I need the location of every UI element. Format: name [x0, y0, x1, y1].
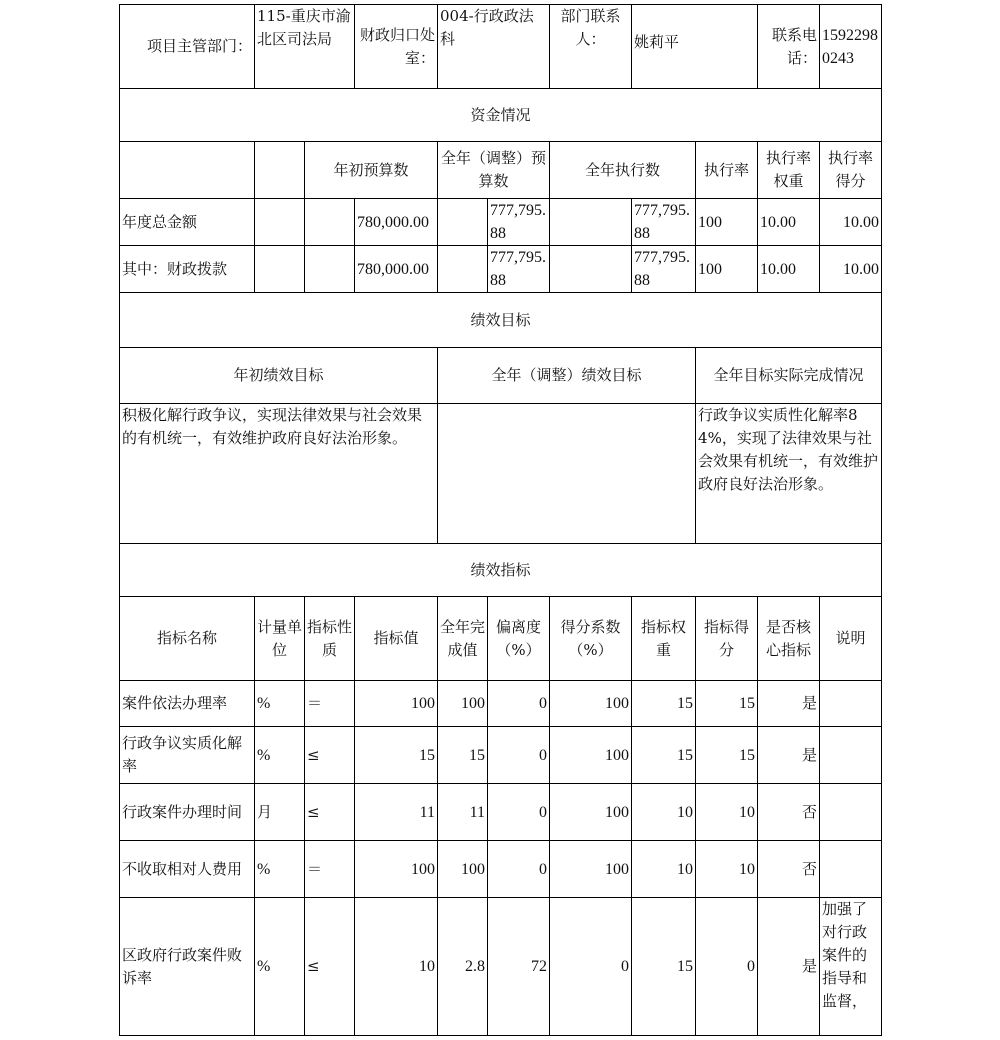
ind-note [820, 681, 882, 727]
ind-nature: ＝ [305, 681, 355, 727]
ind-unit: % [255, 898, 305, 1036]
ind-core: 否 [758, 841, 820, 898]
funds-executed: 777,795.88 [632, 246, 696, 293]
ind-name: 行政案件办理时间 [120, 784, 255, 841]
finance-value: 004-行政政法科 [438, 5, 550, 89]
funds-header-blank [120, 142, 255, 199]
empty-cell [305, 246, 355, 293]
goals-section-title: 绩效目标 [120, 293, 882, 348]
ind-weight: 15 [632, 898, 696, 1036]
ind-weight: 10 [632, 841, 696, 898]
funds-row [120, 246, 882, 293]
ind-note [820, 841, 882, 898]
ind-score: 10 [696, 841, 758, 898]
ind-actual: 11 [438, 784, 488, 841]
empty-cell [438, 246, 488, 293]
empty-cell [305, 199, 355, 246]
ind-name: 区政府行政案件败诉率 [120, 898, 255, 1036]
ind-deviation: 0 [488, 727, 550, 784]
ind-nature: ≤ [305, 898, 355, 1036]
ind-col-unit: 计量单位 [255, 597, 305, 681]
goals-initial-text: 积极化解行政争议，实现法律效果与社会效果的有机统一，有效维护政府良好法治形象。 [120, 404, 438, 544]
goals-col-adjusted: 全年（调整）绩效目标 [438, 348, 696, 404]
ind-score: 15 [696, 727, 758, 784]
funds-section-title: 资金情况 [120, 89, 882, 142]
ind-actual: 100 [438, 841, 488, 898]
indicator-row [120, 841, 882, 898]
ind-nature: ≤ [305, 784, 355, 841]
ind-col-core: 是否核心指标 [758, 597, 820, 681]
ind-deviation: 0 [488, 681, 550, 727]
empty-cell [550, 199, 632, 246]
funds-row [120, 199, 882, 246]
funds-adjusted: 777,795.88 [488, 199, 550, 246]
ind-nature: ＝ [305, 841, 355, 898]
goals-header-row [120, 348, 882, 404]
ind-weight: 10 [632, 784, 696, 841]
ind-col-weight: 指标权重 [632, 597, 696, 681]
funds-weight: 10.00 [758, 199, 820, 246]
goals-col-actual: 全年目标实际完成情况 [696, 348, 882, 404]
funds-col-initial: 年初预算数 [305, 142, 438, 199]
goals-content-row [120, 404, 882, 544]
ind-target: 10 [355, 898, 438, 1036]
ind-deviation: 72 [488, 898, 550, 1036]
funds-rate: 100 [696, 199, 758, 246]
funds-col-score: 执行率得分 [820, 142, 882, 199]
ind-col-deviation: 偏离度（%） [488, 597, 550, 681]
ind-note [820, 784, 882, 841]
ind-unit: 月 [255, 784, 305, 841]
funds-col-rate: 执行率 [696, 142, 758, 199]
funds-score: 10.00 [820, 246, 882, 293]
ind-note: 加强了对行政案件的指导和监督， [820, 898, 882, 1036]
phone-label: 联系电话： [758, 5, 820, 89]
ind-unit: % [255, 841, 305, 898]
ind-coef: 100 [550, 681, 632, 727]
empty-cell [438, 199, 488, 246]
ind-target: 100 [355, 681, 438, 727]
ind-actual: 15 [438, 727, 488, 784]
ind-col-name: 指标名称 [120, 597, 255, 681]
funds-header-row [120, 142, 882, 199]
ind-col-score: 指标得分 [696, 597, 758, 681]
ind-unit: % [255, 727, 305, 784]
goals-actual-text: 行政争议实质性化解率84%，实现了法律效果与社会效果有机统一，有效维护政府良好法治形象。 [696, 404, 882, 544]
finance-label: 财政归口处室： [355, 5, 438, 89]
empty-cell [255, 199, 305, 246]
ind-name: 案件依法办理率 [120, 681, 255, 727]
ind-core: 否 [758, 784, 820, 841]
ind-col-actual: 全年完成值 [438, 597, 488, 681]
ind-weight: 15 [632, 681, 696, 727]
header-row [120, 5, 882, 89]
funds-initial: 780,000.00 [355, 199, 438, 246]
dept-label: 项目主管部门： [120, 5, 255, 89]
funds-weight: 10.00 [758, 246, 820, 293]
ind-core: 是 [758, 727, 820, 784]
contact-value: 姚莉平 [632, 5, 758, 89]
ind-col-nature: 指标性质 [305, 597, 355, 681]
ind-name: 不收取相对人费用 [120, 841, 255, 898]
funds-score: 10.00 [820, 199, 882, 246]
dept-value: 115-重庆市渝北区司法局 [255, 5, 355, 89]
empty-cell [550, 246, 632, 293]
ind-weight: 15 [632, 727, 696, 784]
phone-value: 15922980243 [820, 5, 882, 89]
ind-core: 是 [758, 681, 820, 727]
ind-col-target: 指标值 [355, 597, 438, 681]
funds-col-weight: 执行率权重 [758, 142, 820, 199]
contact-label: 部门联系人： [550, 5, 632, 89]
ind-deviation: 0 [488, 841, 550, 898]
indicator-row [120, 681, 882, 727]
ind-score: 10 [696, 784, 758, 841]
funds-col-executed: 全年执行数 [550, 142, 696, 199]
ind-unit: % [255, 681, 305, 727]
indicator-row [120, 898, 882, 1036]
ind-target: 15 [355, 727, 438, 784]
ind-score: 0 [696, 898, 758, 1036]
ind-deviation: 0 [488, 784, 550, 841]
funds-executed: 777,795.88 [632, 199, 696, 246]
ind-actual: 2.8 [438, 898, 488, 1036]
funds-initial: 780,000.00 [355, 246, 438, 293]
indicators-header-row [120, 597, 882, 681]
ind-col-coef: 得分系数（%） [550, 597, 632, 681]
ind-coef: 0 [550, 898, 632, 1036]
indicator-row [120, 784, 882, 841]
ind-core: 是 [758, 898, 820, 1036]
ind-actual: 100 [438, 681, 488, 727]
ind-nature: ≤ [305, 727, 355, 784]
funds-row-label: 年度总金额 [120, 199, 255, 246]
ind-coef: 100 [550, 841, 632, 898]
ind-name: 行政争议实质化解率 [120, 727, 255, 784]
performance-table [119, 4, 882, 1036]
ind-target: 100 [355, 841, 438, 898]
funds-col-adjusted: 全年（调整）预算数 [438, 142, 550, 199]
ind-target: 11 [355, 784, 438, 841]
ind-note [820, 727, 882, 784]
funds-rate: 100 [696, 246, 758, 293]
ind-score: 15 [696, 681, 758, 727]
funds-row-label: 其中：财政拨款 [120, 246, 255, 293]
ind-coef: 100 [550, 784, 632, 841]
ind-col-note: 说明 [820, 597, 882, 681]
indicator-row [120, 727, 882, 784]
indicators-section-title: 绩效指标 [120, 544, 882, 597]
funds-adjusted: 777,795.88 [488, 246, 550, 293]
ind-coef: 100 [550, 727, 632, 784]
funds-header-blank [255, 142, 305, 199]
goals-col-initial: 年初绩效目标 [120, 348, 438, 404]
empty-cell [255, 246, 305, 293]
goals-adjusted-text [438, 404, 696, 544]
